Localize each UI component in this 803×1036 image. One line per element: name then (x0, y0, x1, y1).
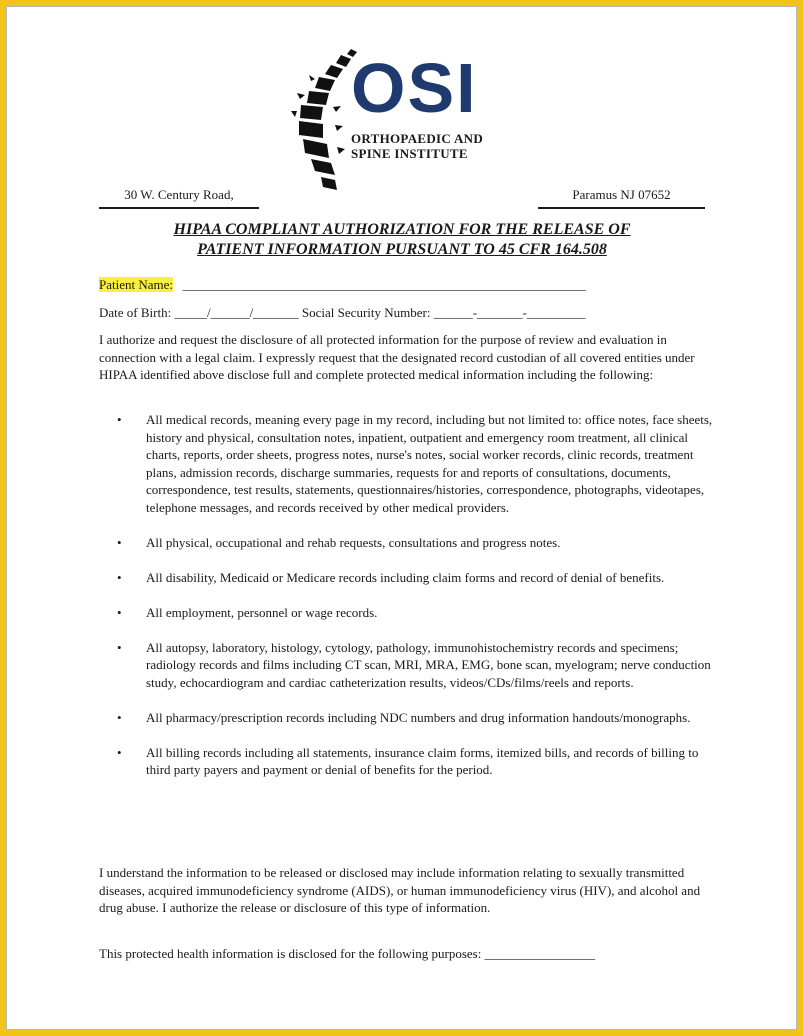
list-item-text: All autopsy, laboratory, histology, cytology, pathology, immunohistochemistry records and specimens; radiology records and films including CT scan, MRI, MRA, EMG, bone scan, myelogram; nerve conduction study, echocardiogram and cardiac catheterization results, videos/CDs/films/reels and reports. (146, 639, 711, 690)
bullet-icon: • (117, 534, 122, 550)
logo-subtitle-line1: ORTHOPAEDIC AND (351, 131, 484, 146)
logo-subtitle-line2: SPINE INSTITUTE (351, 146, 468, 161)
form-title (97, 220, 707, 260)
bullet-icon: • (117, 604, 122, 620)
page-frame (6, 6, 797, 1030)
list-item-text: All medical records, meaning every page in my record, including but not limited to: office notes, face sheets, history and physical, consultation notes, inpatient, outpatient and emergency room treatment, all clinical charts, reports, order sheets, progress notes, nurse's notes, social worker records, clinic records, treatment plans, admission records, discharge summaries, requests for and reports of consultations, documents, correspondence, test results, statements, questionnaires/histories, correspondence, photographs, videotapes, telephone messages, and records received by other medical providers. (146, 412, 713, 515)
list-item-text: All physical, occupational and rehab requests, consultations and progress notes. (146, 534, 561, 550)
list-item (117, 534, 713, 552)
patient-name-field[interactable]: ______________________________________________________________ (182, 277, 586, 292)
list-item (117, 639, 713, 692)
list-item (117, 604, 713, 622)
logo-wordmark: OSI (351, 49, 478, 127)
logo-subtitle (351, 131, 483, 161)
address-street: 30 W. Century Road, (99, 187, 259, 209)
osi-logo (289, 45, 529, 195)
list-item (117, 569, 713, 587)
list-item-text: All billing records including all statements, insurance claim forms, itemized bills, and records of billing to third party payers and payment or denial of benefits for the period. (146, 744, 699, 777)
bullet-icon: • (117, 412, 122, 427)
list-item (117, 411, 713, 516)
form-title-line1: HIPAA COMPLIANT AUTHORIZATION FOR THE RELEASE OF (173, 221, 631, 238)
document-page (7, 7, 797, 1030)
list-item (117, 709, 713, 727)
form-title-line2: PATIENT INFORMATION PURSUANT TO 45 CFR 164.508 (197, 241, 607, 258)
patient-name-row (99, 276, 586, 293)
address-city: Paramus NJ 07652 (538, 187, 705, 209)
bullet-icon: • (117, 709, 122, 725)
disclosure-paragraph (99, 864, 711, 917)
intro-text: I authorize and request the disclosure of all protected information for the purpose of review and evaluation in connection with a legal claim. I expressly request that the designated record custodian of all covered entities under HIPAA identified above disclose full and complete protected medical information including the following: (99, 332, 695, 382)
purpose-field[interactable]: This protected health information is disclosed for the following purposes: _________________ (99, 946, 596, 961)
list-item-text: All pharmacy/prescription records including NDC numbers and drug information handouts/monographs. (146, 709, 691, 725)
records-list (117, 411, 713, 796)
list-item (117, 744, 713, 779)
disclosure-text: I understand the information to be released or disclosed may include information relating to sexually transmitted diseases, acquired immunodeficiency syndrome (AIDS), or human immunodeficiency virus (HIV), and alcohol and drug abuse. I authorize the release or disclosure of this type of information. (99, 865, 701, 915)
bullet-icon: • (117, 569, 122, 585)
intro-paragraph (99, 331, 711, 384)
spine-icon (289, 45, 359, 195)
bullet-icon: • (117, 744, 122, 760)
list-item-text: All employment, personnel or wage records. (146, 604, 378, 620)
list-item-text: All disability, Medicaid or Medicare records including claim forms and record of denial of benefits. (146, 569, 665, 585)
bullet-icon: • (117, 639, 122, 655)
dob-ssn-row[interactable]: Date of Birth: _____/______/_______ Social Security Number: ______-_______-_________ (99, 305, 586, 320)
patient-name-label: Patient Name: (99, 277, 174, 292)
